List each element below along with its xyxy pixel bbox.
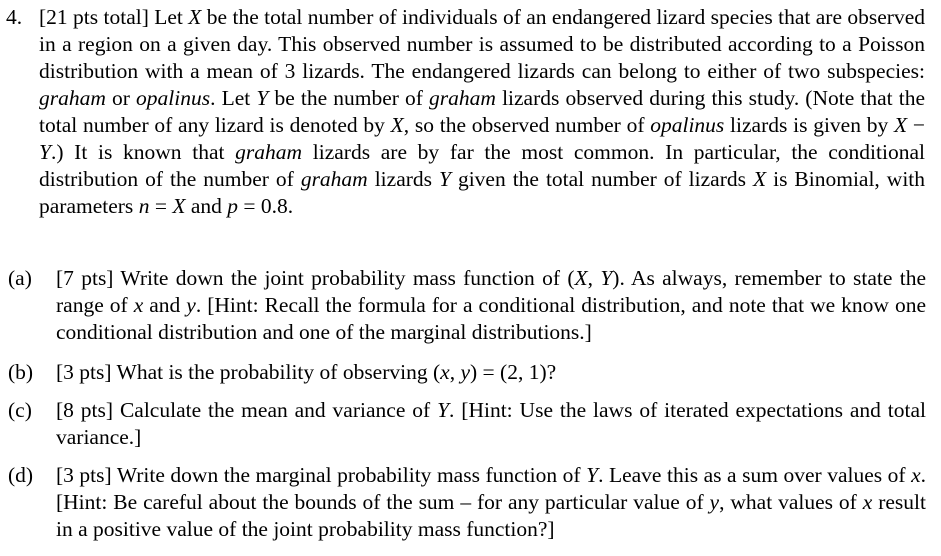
intro-text: be the number of	[268, 86, 430, 110]
intro-text: lizards is given by	[724, 113, 894, 137]
part-text	[56, 265, 926, 346]
intro-text: lizards are by far the most common. In particular, the conditional distribution of the number of	[39, 140, 925, 191]
part-text-segment: . Leave this as a sum over values of	[598, 463, 912, 487]
math-var: X	[390, 113, 404, 137]
intro-text: or	[105, 86, 137, 110]
intro-text: is Binomial, with parameters	[39, 167, 926, 218]
part-text	[56, 462, 926, 543]
math-var: Y	[600, 266, 613, 290]
intro-text: = 0.8.	[238, 194, 294, 218]
part-text-segment: result in a positive value of the joint probability mass function?]	[56, 490, 926, 541]
math-var: x	[862, 490, 873, 514]
math-operator: =	[149, 194, 173, 218]
math-var: X	[188, 5, 202, 29]
part-label: (a)	[8, 266, 32, 290]
subspecies-name: graham	[300, 167, 368, 191]
math-var: X	[172, 194, 186, 218]
math-var: x	[133, 293, 144, 317]
math-var: n	[138, 194, 150, 218]
part-text	[56, 397, 926, 451]
intro-text: lizards	[367, 167, 439, 191]
math-var: p	[227, 194, 239, 218]
part-text-segment: [3 pts] Write down the marginal probability mass function of	[56, 463, 587, 487]
subspecies-name: graham	[39, 86, 106, 110]
math-var: x	[911, 463, 921, 487]
subspecies-name: opalinus	[136, 86, 211, 110]
math-var: Y	[39, 140, 51, 164]
part-text-segment: ,	[449, 360, 461, 384]
math-var: y	[460, 360, 470, 384]
intro-text: and	[185, 194, 228, 218]
question-intro	[39, 4, 925, 220]
part-text-segment: and	[143, 293, 187, 317]
part-text-segment: ) = (2, 1)?	[470, 360, 557, 384]
part-text-segment: ). As always, remember to state the range of	[56, 266, 926, 317]
part-label: (b)	[8, 360, 34, 384]
math-var: X	[752, 167, 767, 191]
math-var: Y	[437, 398, 450, 422]
math-var: y	[186, 293, 196, 317]
math-var: y	[709, 490, 720, 514]
part-text-segment: [3 pts] What is the probability of observing (	[56, 360, 441, 384]
part-text-segment: [8 pts] Calculate the mean and variance of	[56, 398, 438, 422]
part-text-segment: . [Hint: Recall the formula for a conditional distribution, and note that we know one conditional distribution and one of the marginal distributions.]	[56, 293, 926, 344]
question-number: 4.	[6, 5, 23, 29]
part-text-segment: [7 pts] Write down the joint probability mass function of (	[56, 266, 575, 290]
subspecies-name: opalinus	[650, 113, 725, 137]
math-var: Y	[256, 86, 269, 110]
part-label: (c)	[8, 398, 32, 422]
intro-text: .) It is known that	[50, 140, 236, 164]
math-operator: −	[907, 113, 925, 137]
intro-text: given the total number of lizards	[450, 167, 753, 191]
intro-text: [21 pts total] Let	[39, 5, 189, 29]
intro-text: , so the observed number of	[403, 113, 651, 137]
math-var: x	[440, 360, 450, 384]
part-text-segment: , what values of	[719, 490, 863, 514]
intro-text: lizards observed during this study. (Note that the total number of any lizard is denoted by	[39, 86, 925, 137]
math-var: X	[893, 113, 908, 137]
part-text-segment: ,	[587, 266, 601, 290]
subspecies-name: graham	[429, 86, 496, 110]
part-label: (d)	[8, 463, 34, 487]
math-var: Y	[586, 463, 599, 487]
math-var: X	[574, 266, 588, 290]
intro-text: . Let	[210, 86, 257, 110]
intro-text: be the total number of individuals of an endangered lizard species that are observed in a region on a given day. This observed number is assumed to be distributed according to a Poisson distribution with a mean of 3 lizards. The endangered lizards can belong to either of two subspecies:	[39, 5, 925, 83]
part-text	[56, 359, 926, 386]
part-text-segment: . [Hint: Use the laws of iterated expectations and total variance.]	[56, 398, 926, 449]
part-text-segment: . [Hint: Be careful about the bounds of the sum – for any particular value of	[56, 463, 927, 514]
subspecies-name: graham	[235, 140, 303, 164]
math-var: Y	[439, 167, 451, 191]
